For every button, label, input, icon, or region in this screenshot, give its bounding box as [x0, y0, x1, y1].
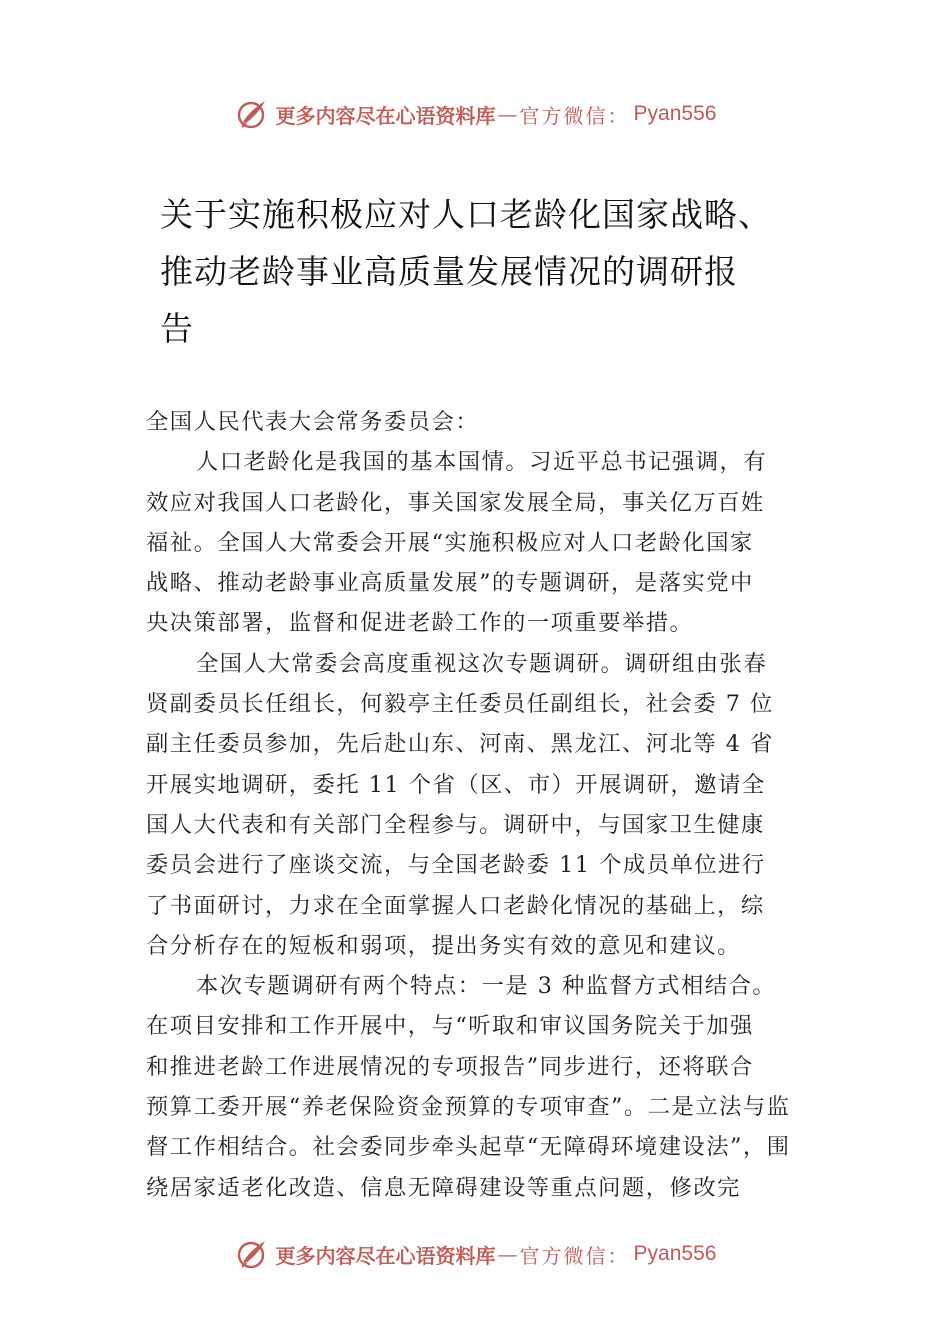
- body-line: 央决策部署，监督和促进老龄工作的一项重要举措。: [146, 610, 694, 637]
- title-line: 告: [160, 309, 194, 348]
- body-line: 督工作相结合。社会委同步牵头起草“无障碍环境建设法”，围: [146, 1134, 791, 1161]
- quill-logo-icon: [234, 1236, 270, 1272]
- body-line: 本次专题调研有两个特点：一是 3 种监督方式相结合。: [196, 973, 777, 1000]
- body-line: 和推进老龄工作进展情况的专项报告”同步进行，还将联合: [146, 1053, 754, 1080]
- body-line: 副主任委员参加，先后赴山东、河南、黑龙江、河北等 4 省: [146, 731, 774, 758]
- body-line: 预算工委开展“养老保险资金预算的专项审查”。二是立法与监: [146, 1094, 791, 1121]
- banner-separator: —: [497, 1242, 518, 1266]
- document-body: [146, 402, 816, 1208]
- body-line: 国人大代表和有关部门全程参与。调研中，与国家卫生健康: [146, 811, 765, 838]
- footer-banner: [0, 1234, 950, 1274]
- document-title: [160, 186, 860, 357]
- body-line: 绕居家适老化改造、信息无障碍建设等重点问题，修改完: [146, 1174, 741, 1201]
- body-line: 战略、推动老龄事业高质量发展”的专题调研，是落实党中: [146, 570, 754, 597]
- quill-logo-icon: [234, 96, 270, 132]
- body-line: 贤副委员长任组长，何毅亭主任委员任副组长，社会委 7 位: [146, 691, 774, 718]
- body-line: 效应对我国人口老龄化，事关国家发展全局，事关亿万百姓: [146, 489, 765, 516]
- body-line: 在项目安排和工作开展中，与“听取和审议国务院关于加强: [146, 1013, 754, 1040]
- body-line: 合分析存在的短板和弱项，提出务实有效的意见和建议。: [146, 932, 741, 959]
- banner-main-text: 更多内容尽在心语资料库: [275, 1243, 496, 1268]
- body-line: 全国人大常委会高度重视这次专题调研。调研组由张春: [196, 650, 768, 677]
- body-line: 开展实地调研，委托 11 个省（区、市）开展调研，邀请全: [146, 771, 766, 798]
- banner-separator: —: [497, 102, 518, 126]
- banner-wechat-id: Pyan556: [633, 102, 717, 125]
- banner-wechat-label: 官方微信：: [519, 1243, 630, 1268]
- banner-wechat-id: Pyan556: [633, 1242, 717, 1265]
- banner-main-text: 更多内容尽在心语资料库: [275, 103, 496, 128]
- title-line: 推动老龄事业高质量发展情况的调研报: [160, 252, 738, 291]
- body-line: 委员会进行了座谈交流，与全国老龄委 11 个成员单位进行: [146, 852, 766, 879]
- body-line: 福祉。全国人大常委会开展“实施积极应对人口老龄化国家: [146, 529, 754, 556]
- header-banner: [0, 94, 950, 134]
- salutation: 全国人民代表大会常务委员会：: [146, 409, 480, 435]
- title-line: 关于实施积极应对人口老龄化国家战略、: [160, 195, 772, 234]
- body-line: 人口老龄化是我国的基本国情。习近平总书记强调，有: [196, 449, 768, 476]
- banner-wechat-label: 官方微信：: [519, 103, 630, 128]
- body-line: 了书面研讨，力求在全面掌握人口老龄化情况的基础上，综: [146, 892, 765, 919]
